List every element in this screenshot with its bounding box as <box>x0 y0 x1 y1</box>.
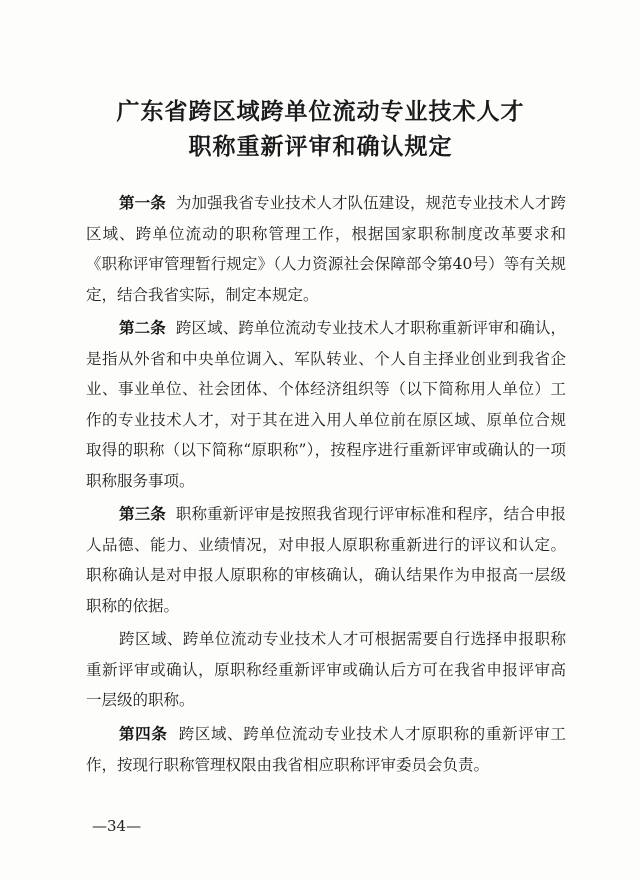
paragraph-article-4 <box>86 719 566 780</box>
paragraph-text: 跨区域、跨单位流动专业技术人才原职称的重新评审工作，按现行职称管理权限由我省相应职称评审委员会负责。 <box>86 725 566 774</box>
article-number: 第一条 <box>119 194 166 212</box>
paragraph-article-3-continued <box>86 624 566 716</box>
article-number: 第三条 <box>119 505 166 523</box>
paragraph-article-2 <box>86 313 566 496</box>
paragraph-text: 为加强我省专业技术人才队伍建设，规范专业技术人才跨区域、跨单位流动的职称管理工作，根据国家职称制度改革要求和《职称评审管理暂行规定》（人力资源社会保障部令第40号）等有关规定，结合我省实际，制定本规定。 <box>86 194 566 304</box>
article-number: 第四条 <box>119 725 168 743</box>
page-number: —34— <box>92 817 142 835</box>
paragraph-article-1 <box>86 188 566 310</box>
document-title-line1: 广东省跨区域跨单位流动专业技术人才 <box>116 98 525 125</box>
paragraph-text: 职称重新评审是按照我省现行评审标准和程序，结合申报人品德、能力、业绩情况，对申报人原职称重新进行的评议和认定。职称确认是对申报人原职称的审核确认，确认结果作为申报高一层级职称的依据。 <box>86 505 566 615</box>
paragraph-text: 跨区域、跨单位流动专业技术人才职称重新评审和确认，是指从外省和中央单位调入、军队转业、个人自主择业创业到我省企业、事业单位、社会团体、个体经济组织等（以下简称用人单位）工作的专业技术人才，对于其在进入用人单位前在原区域、原单位合规取得的职称（以下简称“原职称”），按程序进行重新评审或确认的一项职称服务事项。 <box>86 319 566 490</box>
document-title-line2: 职称重新评审和确认规定 <box>188 133 453 160</box>
paragraph-text: 跨区域、跨单位流动专业技术人才可根据需要自行选择申报职称重新评审或确认，原职称经重新评审或确认后方可在我省申报评审高一层级的职称。 <box>86 630 566 709</box>
paragraph-article-3 <box>86 499 566 621</box>
article-number: 第二条 <box>119 319 166 337</box>
